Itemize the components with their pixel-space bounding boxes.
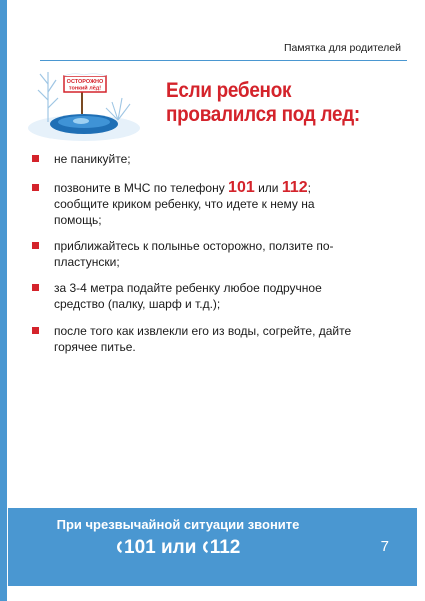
warning-sign-line1: ОСТОРОЖНО — [66, 79, 104, 85]
emergency-footer — [8, 508, 417, 586]
list-item — [32, 151, 362, 167]
left-accent-strip — [0, 0, 7, 601]
footer-numbers — [116, 537, 240, 559]
footer-separator: или — [155, 537, 202, 558]
page-title — [166, 79, 382, 127]
tips-list — [32, 151, 362, 355]
tip-text: после того как извлекли его из воды, согрейте, дайте горячее питье. — [54, 324, 352, 354]
page-number: 7 — [380, 538, 389, 555]
list-item — [32, 180, 362, 228]
tip-text-middle: или — [254, 181, 282, 195]
thin-ice-illustration — [26, 62, 144, 142]
footer-call-text: При чрезвычайной ситуации звоните — [56, 517, 300, 532]
tip-text: за 3-4 метра подайте ребенку любое подручное средство (палку, шарф и т.д.); — [54, 281, 322, 311]
emergency-number-112: 112 — [281, 179, 308, 196]
title-line-1: Если ребенок — [166, 79, 292, 102]
header-label: Памятка для родителей — [284, 42, 401, 54]
bullet-square-icon — [32, 284, 39, 291]
list-item — [32, 238, 362, 270]
footer-number-101: 101 — [124, 537, 156, 558]
tip-text-after: ; сообщите криком ребенку, что идете к нему на помощь; — [54, 181, 315, 227]
tip-text-before: позвоните в МЧС по телефону — [54, 181, 229, 195]
list-item — [32, 323, 362, 355]
bullet-square-icon — [32, 155, 39, 162]
phone-icon — [116, 540, 123, 554]
bullet-square-icon — [32, 242, 39, 249]
emergency-number-101: 101 — [228, 179, 255, 196]
footer-number-112: 112 — [209, 537, 241, 558]
warning-sign-line2: тонкий лёд! — [68, 85, 102, 92]
header-divider — [40, 60, 407, 61]
title-line-2: провалился под лед: — [166, 103, 360, 126]
tree-icon — [38, 72, 58, 122]
bullet-square-icon — [32, 327, 39, 334]
bullet-square-icon — [32, 184, 39, 191]
tip-text: не паникуйте; — [54, 152, 131, 166]
list-item — [32, 280, 362, 312]
tip-text: приближайтесь к полынье осторожно, ползите по-пластунски; — [54, 239, 334, 269]
phone-icon — [202, 540, 209, 554]
